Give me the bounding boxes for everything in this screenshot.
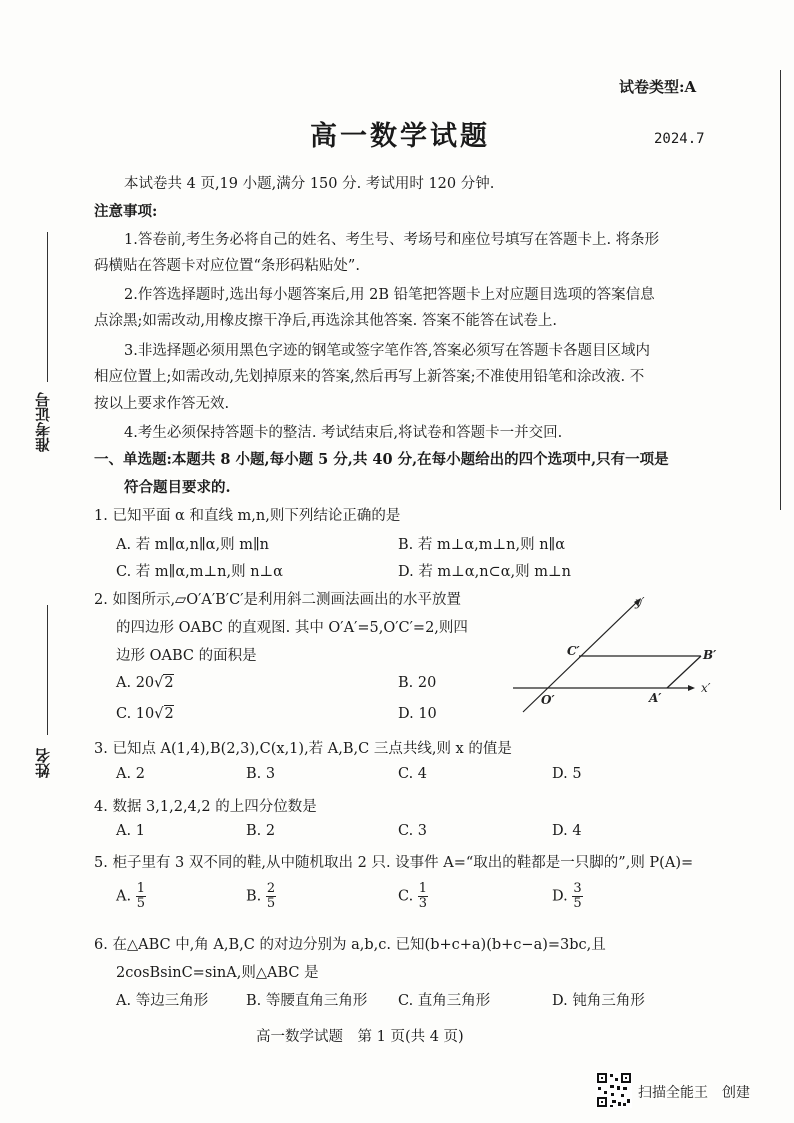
sqrt-icon: √ [154,706,164,722]
exam-id-label: 准考证号 [34,392,52,452]
oblique-drawing-figure [505,590,725,720]
option-d: D. 5 [552,766,582,782]
option-a: A. 若 m∥α,n∥α,则 m∥n [116,537,269,553]
qr-code-icon [596,1072,632,1108]
option-c: C. 直角三角形 [398,993,491,1009]
page-footer: 高一数学试题 第 1 页(共 4 页) [256,1029,464,1045]
notice-line: 点涂黑;如需改动,用橡皮擦干净后,再选涂其他答案. 答案不能答在试卷上. [94,313,557,329]
x-axis-label: x′ [701,681,711,695]
question-stem-cont: 2cosBsinC=sinA,则△ABC 是 [116,965,319,981]
option-d: D. 10 [398,706,437,722]
option-d: D. 若 m⊥α,n⊂α,则 m⊥n [398,564,571,580]
question-stem: 4. 数据 3,1,2,4,2 的上四分位数是 [94,799,317,815]
question-stem: 5. 柜子里有 3 双不同的鞋,从中随机取出 2 只. 设事件 A=“取出的鞋都是一只脚的”,则 P(A)= [94,855,694,871]
option-c: C. 若 m∥α,m⊥n,则 n⊥α [116,564,283,580]
exam-id-line [47,232,48,382]
notice-line: 相应位置上;如需改动,先划掉原来的答案,然后再写上新答案;不准使用铅笔和涂改液. 不 [94,369,645,385]
sqrt-icon: √ [154,675,164,691]
notice-line: 3.非选择题必须用黑色字迹的钢笔或签字笔作答,答案必须写在答题卡各题目区域内 [124,343,650,359]
question-stem-cont: 的四边形 OABC 的直观图. 其中 O′A′=5,O′C′=2,则四 [116,620,468,636]
option-a: A. 等边三角形 [116,993,209,1009]
option-c: C. 10√2 [116,706,174,722]
section-heading-cont: 符合题目要求的. [124,479,231,496]
option-b: B. 等腰直角三角形 [246,993,368,1009]
option-b: B. 2 [246,823,276,839]
option-b: B. $\frac{2}{5}$ [246,881,276,911]
option-c: C. 3 [398,823,428,839]
question-stem: 1. 已知平面 α 和直线 m,n,则下列结论正确的是 [94,508,401,524]
question-stem: 6. 在△ABC 中,角 A,B,C 的对边分别为 a,b,c. 已知(b+c+a)(b+c−a)=3bc,且 [94,937,606,953]
option-a: A. 20√2 [116,675,174,691]
option-c: C. 4 [398,766,428,782]
option-c: C. $\frac{1}{3}$ [398,881,428,911]
paper-type: 试卷类型:A [619,78,697,96]
option-b: B. 3 [246,766,276,782]
notice-line: 2.作答选择题时,选出每小题答案后,用 2B 铅笔把答题卡上对应题目选项的答案信息 [124,287,655,303]
option-d: D. 4 [552,823,582,839]
option-b: B. 20 [398,675,437,691]
notice-line: 按以上要求作答无效. [94,396,230,412]
point-o-label: O′ [541,693,555,707]
exam-date: 2024.7 [654,131,705,147]
question-stem: 2. 如图所示,▱O′A′B′C′是利用斜二测画法画出的水平放置 [94,592,461,608]
y-axis-label: y′ [635,595,645,609]
notice-line: 码横贴在答题卡对应位置“条形码粘贴处”. [94,258,360,274]
option-d: D. $\frac{3}{5}$ [552,881,582,911]
option-a: A. 2 [116,766,145,782]
option-a: A. 1 [116,823,145,839]
option-a: A. $\frac{1}{5}$ [116,881,145,911]
page-title: 高一数学试题 [310,121,490,152]
notice-line: 4.考生必须保持答题卡的整洁. 考试结束后,将试卷和答题卡一并交回. [124,425,563,441]
point-c-label: C′ [567,644,580,658]
name-label: 姓名 [34,748,52,778]
option-d: D. 钝角三角形 [552,993,645,1009]
section-heading: 一、单选题:本题共 8 小题,每小题 5 分,共 40 分,在每小题给出的四个选项中,只有一项是 [94,451,669,468]
scanner-brand: 扫描全能王 创建 [638,1085,750,1101]
name-line [47,605,48,735]
question-stem: 3. 已知点 A(1,4),B(2,3),C(x,1),若 A,B,C 三点共线,则 x 的值是 [94,741,512,757]
option-b: B. 若 m⊥α,m⊥n,则 n∥α [398,537,566,553]
question-stem-cont: 边形 OABC 的面积是 [116,648,257,664]
notice-line: 1.答卷前,考生务必将自己的姓名、考生号、考场号和座位号填写在答题卡上. 将条形 [124,232,660,248]
point-a-label: A′ [649,691,662,705]
notice-heading: 注意事项: [94,203,158,220]
intro-text: 本试卷共 4 页,19 小题,满分 150 分. 考试用时 120 分钟. [124,176,495,192]
point-b-label: B′ [703,648,717,662]
page-edge-line [780,70,781,510]
